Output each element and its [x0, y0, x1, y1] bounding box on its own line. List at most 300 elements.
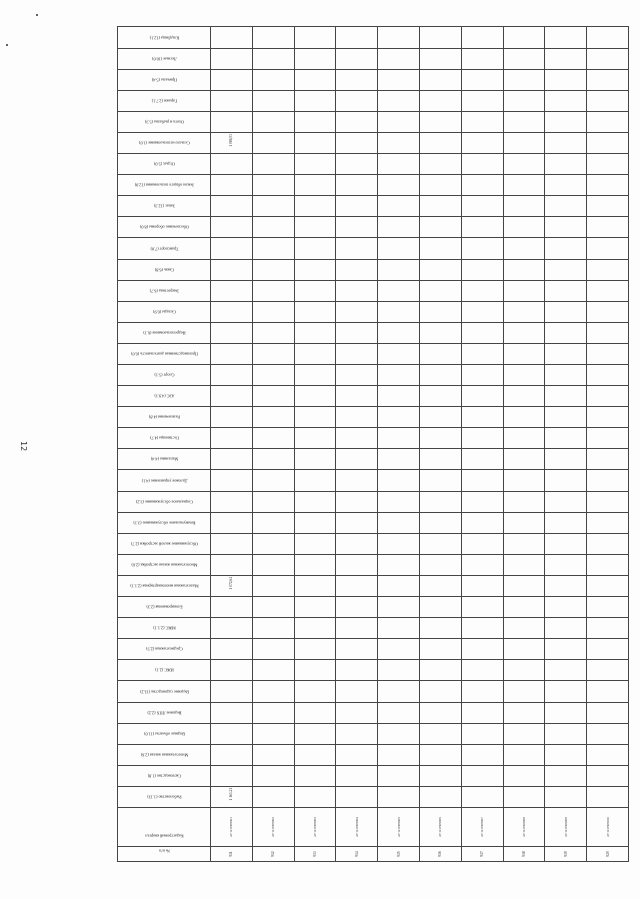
value-cell: [252, 512, 294, 533]
value-cell: [378, 322, 420, 343]
cadastral-quarter-cell: 47:11:0509006: [419, 808, 461, 847]
value-cell: [419, 554, 461, 575]
value-cell: [294, 723, 336, 744]
column-header-label: Транспорт (7.0): [150, 246, 178, 252]
row-number-cell: 912: [252, 847, 294, 862]
value-cell: [336, 280, 378, 301]
value-cell: [378, 217, 420, 238]
value-cell: [545, 301, 587, 322]
column-header-label: Деловое управление (4.1): [141, 478, 187, 484]
table-row: [294, 27, 336, 862]
value-cell: [211, 386, 253, 407]
column-header: [118, 470, 211, 491]
value-cell: [587, 217, 629, 238]
value-cell: [294, 533, 336, 554]
value-cell: [587, 301, 629, 322]
value-cell: 1 086,53: [211, 133, 253, 154]
value-cell: [545, 660, 587, 681]
value-cell: [294, 702, 336, 723]
value-cell: [294, 343, 336, 364]
value-cell: [211, 660, 253, 681]
scan-speck: [36, 14, 38, 16]
value-cell: [294, 48, 336, 69]
value-cell: 1 163,21: [211, 786, 253, 807]
value-cell: [503, 217, 545, 238]
column-header: [118, 90, 211, 111]
value-cell: [503, 449, 545, 470]
column-header: [118, 639, 211, 660]
column-header-label: Социальное обслуживание (3.2): [135, 499, 193, 505]
value-cell: [252, 238, 294, 259]
value-cell: [211, 639, 253, 660]
value-cell: [294, 280, 336, 301]
value-cell: [545, 639, 587, 660]
column-header-label: Ведение ЛПХ (2.2): [147, 710, 181, 716]
value-cell: [461, 660, 503, 681]
value-cell: [252, 175, 294, 196]
table-row: [336, 27, 378, 862]
value-cell: [503, 639, 545, 660]
value-cell: [545, 428, 587, 449]
column-header: [118, 491, 211, 512]
value-cell: [378, 449, 420, 470]
value-cell: [587, 702, 629, 723]
value-cell: [461, 597, 503, 618]
value-cell: [419, 175, 461, 196]
value-cell: [419, 259, 461, 280]
value-cell: [461, 196, 503, 217]
value-cell: [378, 48, 420, 69]
column-header: [118, 69, 211, 90]
value-cell: [252, 554, 294, 575]
value-cell: [378, 407, 420, 428]
value-cell: [211, 723, 253, 744]
scan-speck: [6, 44, 8, 46]
value-cell: [336, 48, 378, 69]
value-cell: [419, 69, 461, 90]
value-cell: [252, 618, 294, 639]
column-header: [118, 744, 211, 765]
value-cell: [587, 196, 629, 217]
value-cell: [461, 786, 503, 807]
value-cell: [419, 618, 461, 639]
table-row: [252, 27, 294, 862]
table-row: [211, 27, 253, 862]
cadastral-quarter-cell: 47:11:0509001: [211, 808, 253, 847]
value-cell: [587, 280, 629, 301]
value-cell: [252, 343, 294, 364]
value-cell: [461, 470, 503, 491]
value-cell: [419, 597, 461, 618]
table-row: [419, 27, 461, 862]
cadastral-quarter-cell: 47:11:0509003: [294, 808, 336, 847]
value-cell: [294, 259, 336, 280]
value-cell: [294, 660, 336, 681]
value-cell: [378, 618, 420, 639]
value-cell: [419, 786, 461, 807]
value-cell: [252, 575, 294, 596]
value-cell: [252, 723, 294, 744]
value-cell: [378, 765, 420, 786]
value-cell: [252, 470, 294, 491]
value-cell: [252, 428, 294, 449]
value-cell: [252, 533, 294, 554]
value-cell: [378, 27, 420, 49]
value-cell: [587, 365, 629, 386]
value-cell: [294, 597, 336, 618]
value-cell: [336, 238, 378, 259]
value-cell: [461, 48, 503, 69]
value-cell: [336, 470, 378, 491]
value-cell: [545, 597, 587, 618]
value-cell: [252, 90, 294, 111]
value-cell: [211, 175, 253, 196]
column-header-label: Обслуживание жилой застройки (2.7): [130, 541, 198, 547]
value-cell: [252, 365, 294, 386]
value-cell: [545, 27, 587, 49]
value-cell: [587, 48, 629, 69]
value-cell: [419, 90, 461, 111]
column-header: [118, 322, 211, 343]
value-cell: [336, 660, 378, 681]
value-cell: [503, 322, 545, 343]
column-header: [118, 343, 211, 364]
value-cell: [461, 217, 503, 238]
column-header-label: Рыболовство (1.13): [146, 794, 182, 800]
column-header-label: Среднеэтажная (2.5): [145, 646, 183, 652]
value-cell: [294, 196, 336, 217]
value-cell: [252, 48, 294, 69]
value-cell: [587, 575, 629, 596]
value-cell: [211, 280, 253, 301]
value-cell: [294, 175, 336, 196]
row-number-cell: 914: [336, 847, 378, 862]
value-cell: [503, 554, 545, 575]
value-cell: [211, 533, 253, 554]
value-cell: [294, 27, 336, 49]
column-header: [118, 723, 211, 744]
value-cell: 1 072,64: [211, 575, 253, 596]
value-cell: [419, 48, 461, 69]
value-cell: [419, 639, 461, 660]
value-cell: [587, 681, 629, 702]
value-cell: [545, 280, 587, 301]
column-header-label: Обеспечение обороны (8.0): [139, 224, 189, 230]
value-cell: [545, 533, 587, 554]
value-cell: [419, 428, 461, 449]
value-cell: [211, 428, 253, 449]
value-cell: [503, 238, 545, 259]
value-cell: [587, 154, 629, 175]
value-cell: [587, 533, 629, 554]
value-cell: [545, 575, 587, 596]
value-cell: [461, 238, 503, 259]
value-cell: [252, 154, 294, 175]
value-cell: [378, 133, 420, 154]
value-cell: [503, 765, 545, 786]
value-cell: [545, 407, 587, 428]
value-cell: [378, 175, 420, 196]
row-number-cell: 915: [378, 847, 420, 862]
column-header-label: Многоэтажная жилая застройка (2.6): [131, 562, 197, 568]
value-cell: [336, 786, 378, 807]
page-number: 12: [19, 441, 28, 452]
value-cell: [545, 48, 587, 69]
value-cell: [336, 133, 378, 154]
value-cell: [336, 217, 378, 238]
column-header: [118, 196, 211, 217]
value-cell: [336, 301, 378, 322]
value-cell: [211, 702, 253, 723]
value-cell: [419, 386, 461, 407]
value-cell: [378, 196, 420, 217]
value-cell: [587, 554, 629, 575]
value-cell: [211, 322, 253, 343]
value-cell: [503, 597, 545, 618]
value-cell: [294, 407, 336, 428]
value-cell: [461, 512, 503, 533]
value-cell: [587, 259, 629, 280]
value-cell: [378, 90, 420, 111]
value-cell: [503, 575, 545, 596]
value-cell: [545, 681, 587, 702]
value-cell: [587, 322, 629, 343]
value-cell: [419, 301, 461, 322]
column-header-label: Скотоводство (1.8): [147, 773, 181, 779]
value-cell: [336, 175, 378, 196]
value-cell: [461, 702, 503, 723]
value-cell: [587, 407, 629, 428]
value-cell: [378, 343, 420, 364]
value-cell: [378, 786, 420, 807]
value-cell: [587, 111, 629, 132]
column-header-label: Кадастровый квартал: [144, 833, 184, 839]
column-header: [118, 48, 211, 69]
value-cell: [461, 154, 503, 175]
column-header-label: Многоэтажная жилая (2.6): [140, 752, 188, 758]
value-cell: [252, 217, 294, 238]
value-cell: [336, 259, 378, 280]
value-cell: [378, 575, 420, 596]
value-cell: [587, 660, 629, 681]
value-cell: [336, 597, 378, 618]
value-cell: [587, 428, 629, 449]
value-cell: [503, 723, 545, 744]
column-header-label: Причалы (5.4): [151, 77, 177, 83]
value-cell: [294, 491, 336, 512]
value-cell: [461, 133, 503, 154]
value-cell: [545, 554, 587, 575]
value-cell: [294, 238, 336, 259]
value-cell: [211, 69, 253, 90]
value-cell: [211, 491, 253, 512]
column-header-label: АЗС (4.9.1): [153, 393, 175, 399]
column-header: [118, 618, 211, 639]
value-cell: [294, 428, 336, 449]
value-cell: [294, 470, 336, 491]
value-cell: [587, 491, 629, 512]
value-cell: [419, 575, 461, 596]
value-cell: [587, 618, 629, 639]
table-row: [378, 27, 420, 862]
value-cell: [503, 90, 545, 111]
value-cell: [461, 723, 503, 744]
value-cell: [419, 407, 461, 428]
value-cell: [587, 597, 629, 618]
value-cell: [419, 343, 461, 364]
value-cell: [378, 428, 420, 449]
value-cell: [252, 386, 294, 407]
value-cell: [545, 702, 587, 723]
value-cell: [252, 786, 294, 807]
column-header: [118, 111, 211, 132]
value-cell: [294, 217, 336, 238]
value-cell: [294, 301, 336, 322]
value-cell: [587, 90, 629, 111]
value-cell: [252, 681, 294, 702]
table-body: [211, 27, 629, 862]
value-cell: [252, 280, 294, 301]
cost-table: [117, 26, 629, 862]
column-header: [118, 597, 211, 618]
value-cell: [587, 723, 629, 744]
value-cell: [294, 365, 336, 386]
value-cell: [419, 660, 461, 681]
column-header: [118, 154, 211, 175]
value-cell: [336, 681, 378, 702]
value-cell: [545, 69, 587, 90]
value-cell: [461, 765, 503, 786]
value-cell: [503, 618, 545, 639]
cadastral-quarter-cell: 47:11:0509007: [461, 808, 503, 847]
column-header-label: Отдых (5.0): [153, 161, 175, 167]
value-cell: [211, 765, 253, 786]
column-header: [118, 175, 211, 196]
value-cell: [252, 702, 294, 723]
value-cell: [461, 449, 503, 470]
value-cell: [336, 702, 378, 723]
value-cell: [461, 27, 503, 49]
value-cell: [294, 449, 336, 470]
value-cell: [211, 449, 253, 470]
value-cell: [211, 470, 253, 491]
value-cell: [419, 365, 461, 386]
value-cell: [252, 660, 294, 681]
value-cell: [461, 90, 503, 111]
value-cell: [294, 386, 336, 407]
value-cell: [545, 365, 587, 386]
row-number-cell: 919: [545, 847, 587, 862]
value-cell: [294, 154, 336, 175]
column-header-label: Связь (6.8): [154, 267, 174, 273]
value-cell: [211, 217, 253, 238]
value-cell: [587, 238, 629, 259]
value-cell: [419, 723, 461, 744]
column-header: [118, 660, 211, 681]
value-cell: [252, 322, 294, 343]
value-cell: [294, 744, 336, 765]
value-cell: [378, 470, 420, 491]
value-cell: [336, 618, 378, 639]
value-cell: [419, 702, 461, 723]
value-cell: [378, 259, 420, 280]
row-number-cell: 913: [294, 847, 336, 862]
value-cell: [378, 723, 420, 744]
value-cell: [587, 470, 629, 491]
value-cell: [378, 533, 420, 554]
value-cell: [545, 322, 587, 343]
column-header-label: Блокированная (2.3): [145, 604, 183, 610]
value-cell: [461, 111, 503, 132]
value-cell: [503, 27, 545, 49]
value-cell: [461, 343, 503, 364]
column-header-label: Лесные (10.0): [151, 56, 177, 62]
value-cell: [211, 301, 253, 322]
cadastral-quarter-cell: 47:11:0509005: [378, 808, 420, 847]
value-cell: [461, 322, 503, 343]
value-cell: [461, 175, 503, 196]
column-header-label: Коммунальное обслуживание (3.1): [133, 520, 195, 526]
value-cell: [294, 69, 336, 90]
value-cell: [252, 133, 294, 154]
value-cell: [587, 744, 629, 765]
column-header: [118, 217, 211, 238]
column-header-label: Гаражи (2.7.1): [151, 98, 177, 104]
value-cell: [336, 365, 378, 386]
value-cell: [419, 449, 461, 470]
value-cell: [419, 470, 461, 491]
value-cell: [461, 69, 503, 90]
value-cell: [503, 470, 545, 491]
value-cell: [545, 154, 587, 175]
column-header-label: Склады (6.9): [152, 309, 176, 315]
value-cell: [587, 386, 629, 407]
value-cell: [545, 343, 587, 364]
value-cell: [545, 765, 587, 786]
value-cell: [461, 428, 503, 449]
value-cell: [378, 681, 420, 702]
value-cell: [211, 618, 253, 639]
value-cell: [336, 449, 378, 470]
value-cell: [378, 238, 420, 259]
value-cell: [211, 681, 253, 702]
value-cell: [545, 470, 587, 491]
value-cell: [378, 702, 420, 723]
column-header: [118, 133, 211, 154]
value-cell: [336, 69, 378, 90]
column-header-label: № п/п: [158, 848, 170, 854]
value-cell: [419, 681, 461, 702]
value-cell: [545, 512, 587, 533]
column-header: [118, 808, 211, 847]
column-header-label: Земли общего пользования (12.0): [134, 182, 194, 188]
value-cell: [419, 196, 461, 217]
rotated-table-wrapper: [117, 26, 629, 862]
value-cell: [461, 386, 503, 407]
column-header-label: Водные объекты (11.0): [143, 731, 185, 737]
column-header: [118, 702, 211, 723]
value-cell: [211, 512, 253, 533]
value-cell: [378, 597, 420, 618]
value-cell: [378, 301, 420, 322]
table-row: [587, 27, 629, 862]
value-cell: [378, 744, 420, 765]
column-header: [118, 449, 211, 470]
table-row: [503, 27, 545, 862]
cadastral-quarter-cell: 47:11:0509010: [587, 808, 629, 847]
column-header: [118, 238, 211, 259]
value-cell: [336, 322, 378, 343]
